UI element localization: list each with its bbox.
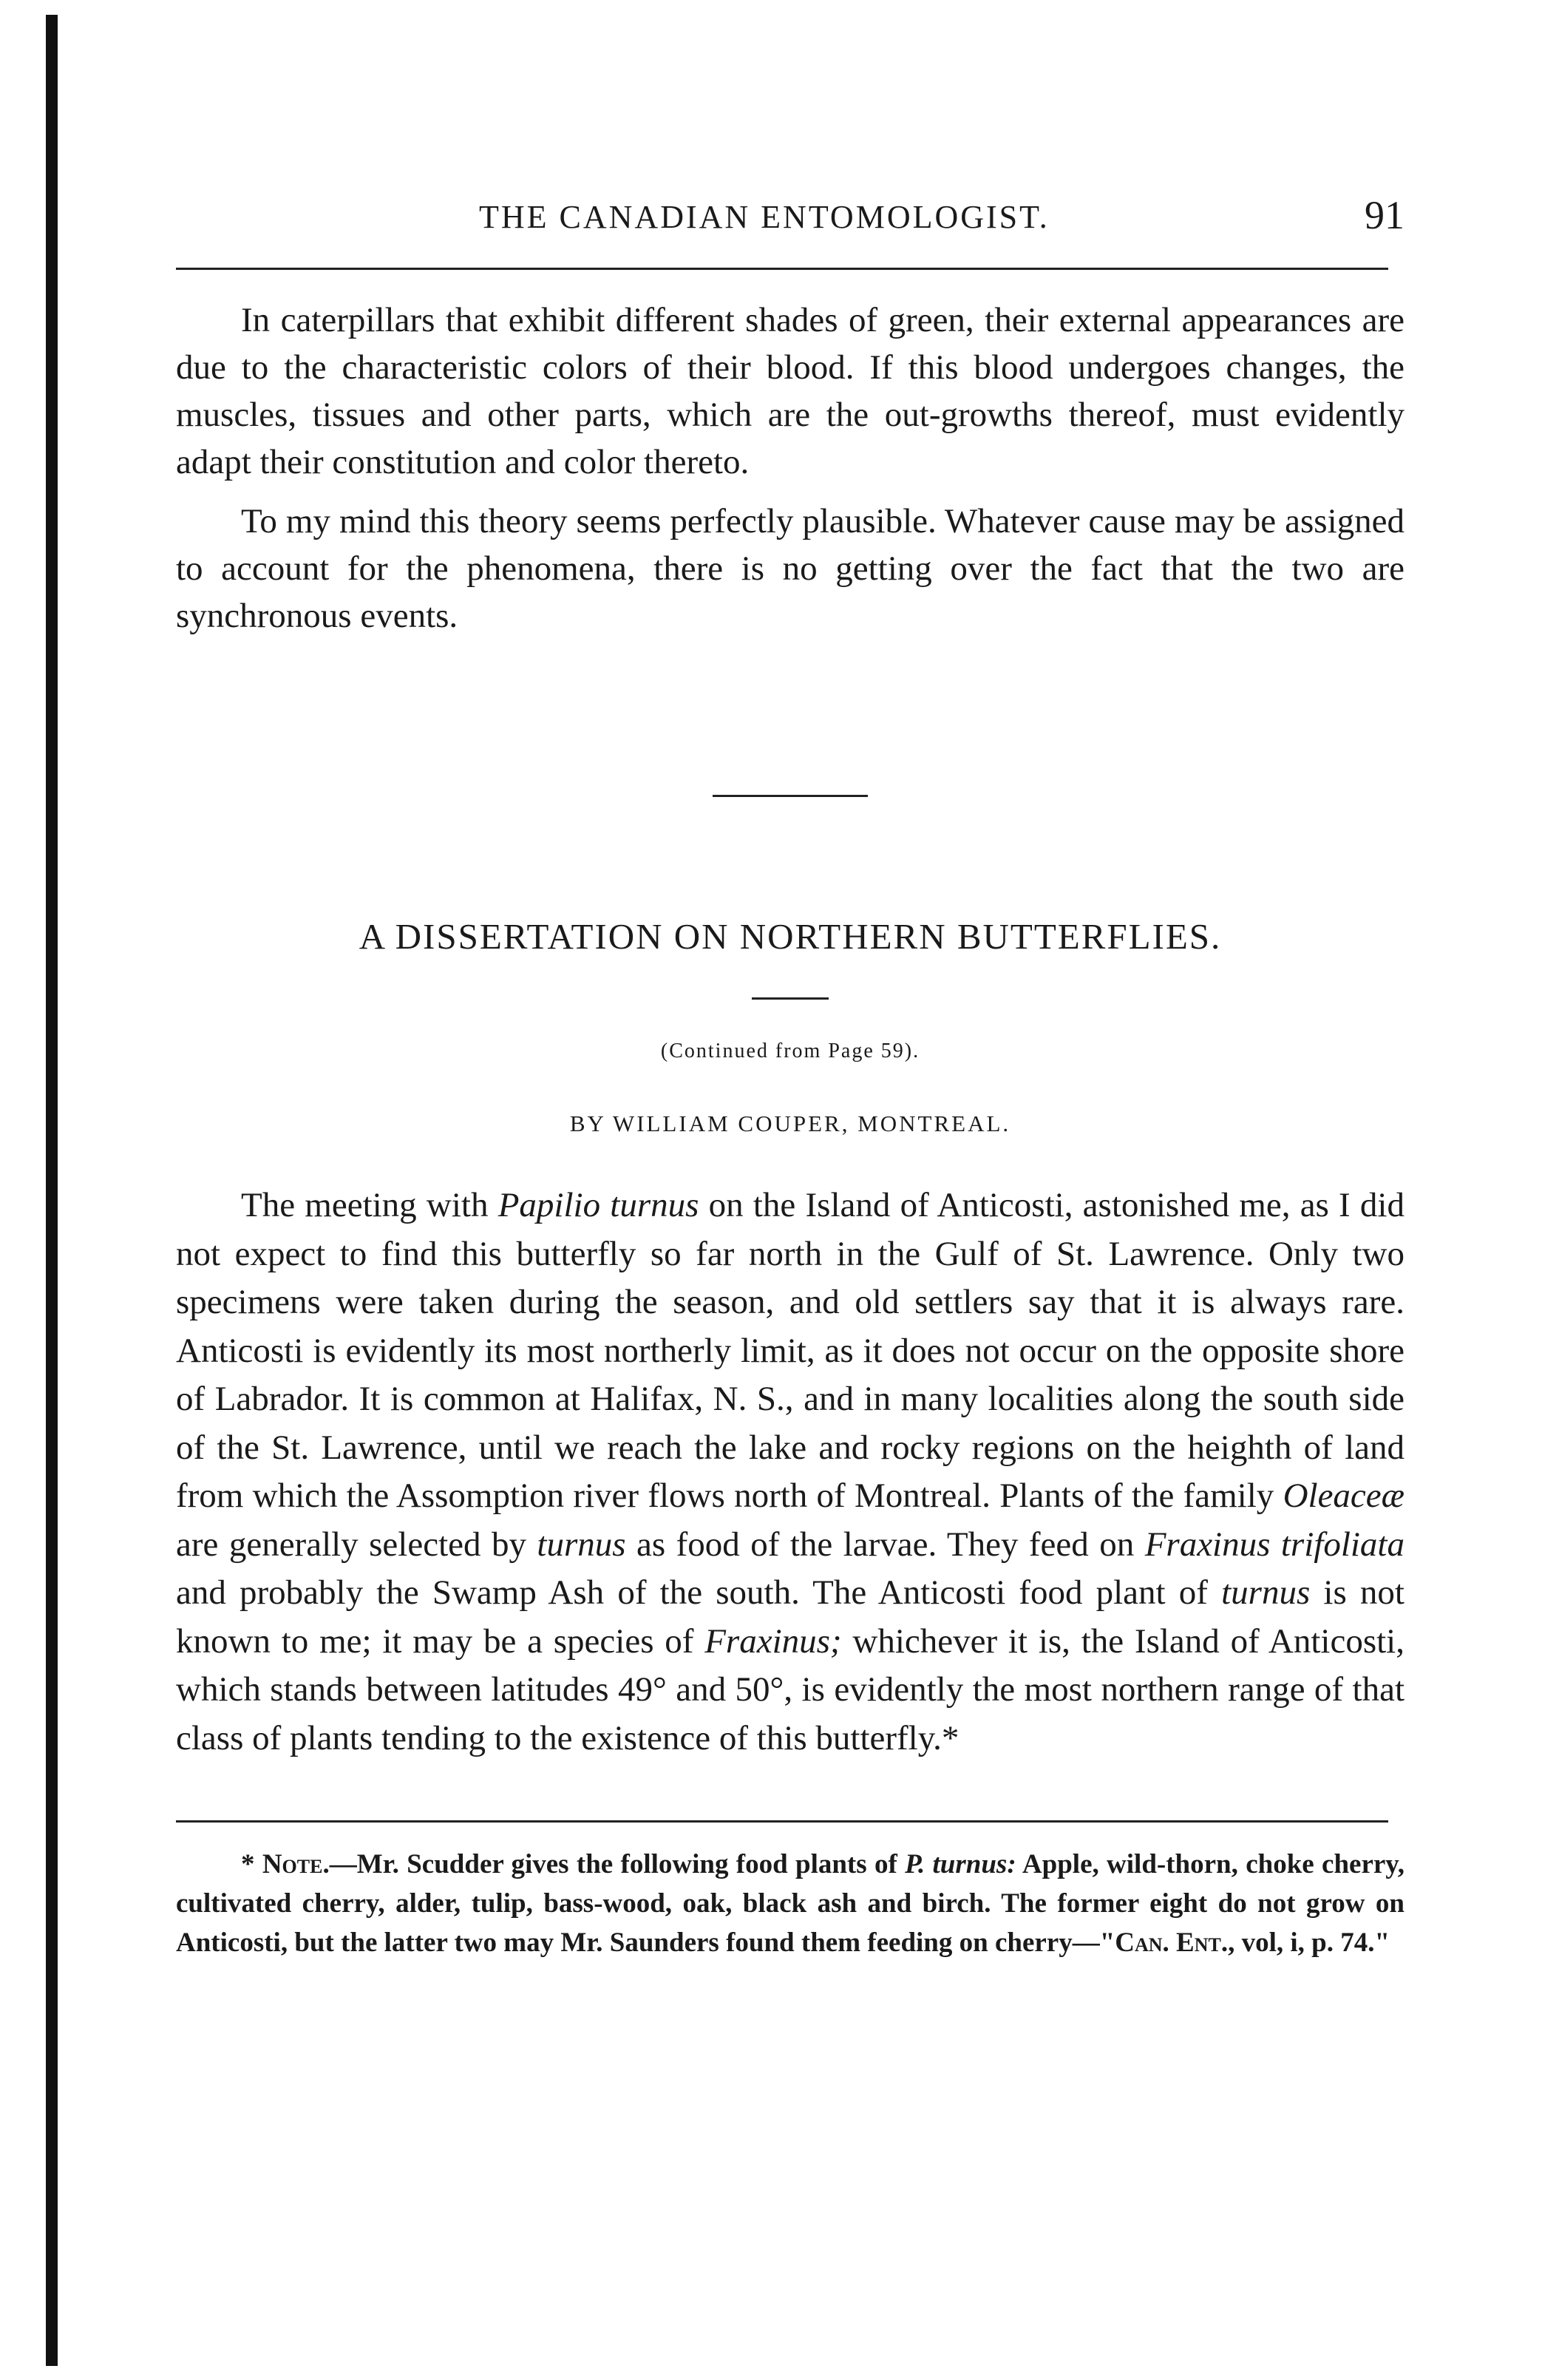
running-head [176,192,1405,244]
section-divider [713,795,868,797]
running-title: THE CANADIAN ENTOMOLOGIST. [479,199,1050,235]
title-rule [752,997,829,1000]
continued-note: (Continued from Page 59). [660,1040,920,1062]
note-label: Note. [262,1849,330,1879]
family-name: Oleaceæ [1283,1477,1405,1515]
paragraph-papilio-turnus: The meeting with Papilio turnus on the Island of Anticosti, astonished me, as I did not expect to find this butterfly so far north in the Gulf of St. Lawrence. Only two specimens were taken during the season, and old settlers say that it is always rare. Anticosti is evidently its most northerly limit, as it does not occur on the opposite shore of Labrador. It is common at Halifax, N. S., and in many localities along the south side of the St. Lawrence, until we reach the lake and rocky regions on the heighth of land from which the Assomption river flows north of Montreal. Plants of the family Oleaceæ are generally selected by turnus as food of the larvae. They feed on Fraxinus trifoliata and probably the Swamp Ash of the south. The Anticosti food plant of turnus is not known to me; it may be a species of Fraxinus; whichever it is, the Island of Anticosti, which stands between latitudes 49° and 50°, is evidently the most northern range of that class of plants tending to the existence of this butterfly.* [176,1186,1405,1757]
binding-edge [46,15,58,2366]
journal-reference: Can. Ent. [1115,1928,1229,1958]
byline: BY WILLIAM COUPER, MONTREAL. [569,1111,1011,1136]
plant-name: Fraxinus trifoliata [1144,1525,1405,1564]
plant-name: Fraxinus; [704,1621,842,1661]
footnote-rule [176,1820,1388,1823]
paragraph-theory: To my mind this theory seems perfectly plausible. Whatever cause may be assigned to account for the phenomena, there is no getting over the fact that the two are synchronous events. [176,502,1405,635]
species-name: P. turnus: [905,1849,1016,1879]
species-name: turnus [537,1525,626,1564]
article-title: A DISSERTATION ON NORTHERN BUTTERFLIES. [359,916,1222,957]
previous-article-ending [176,296,1405,640]
species-name: turnus [1221,1573,1311,1612]
header-rule [176,268,1388,270]
footnote: * Note.—Mr. Scudder gives the following food plants of P. turnus: Apple, wild-thorn, choke cherry, cultivated cherry, alder, tulip, bass-wood, oak, black ash and birch. The former eight do not grow on Anticosti, but the latter two may Mr. Saunders found them feeding on cherry—"Can. Ent., vol, i, p. 74." [176,1849,1405,1958]
article-body [176,1181,1405,1763]
paragraph-caterpillar-colors: In caterpillars that exhibit different shades of green, their external appearances are due to the characteristic colors of their blood. If this blood undergoes changes, the muscles, tissues and other parts, which are the out-growths thereof, must evidently adapt their constitution and color thereto. [176,301,1405,481]
species-name: Papilio turnus [497,1186,699,1224]
page-number: 91 [1365,193,1405,237]
page [176,192,1405,1962]
